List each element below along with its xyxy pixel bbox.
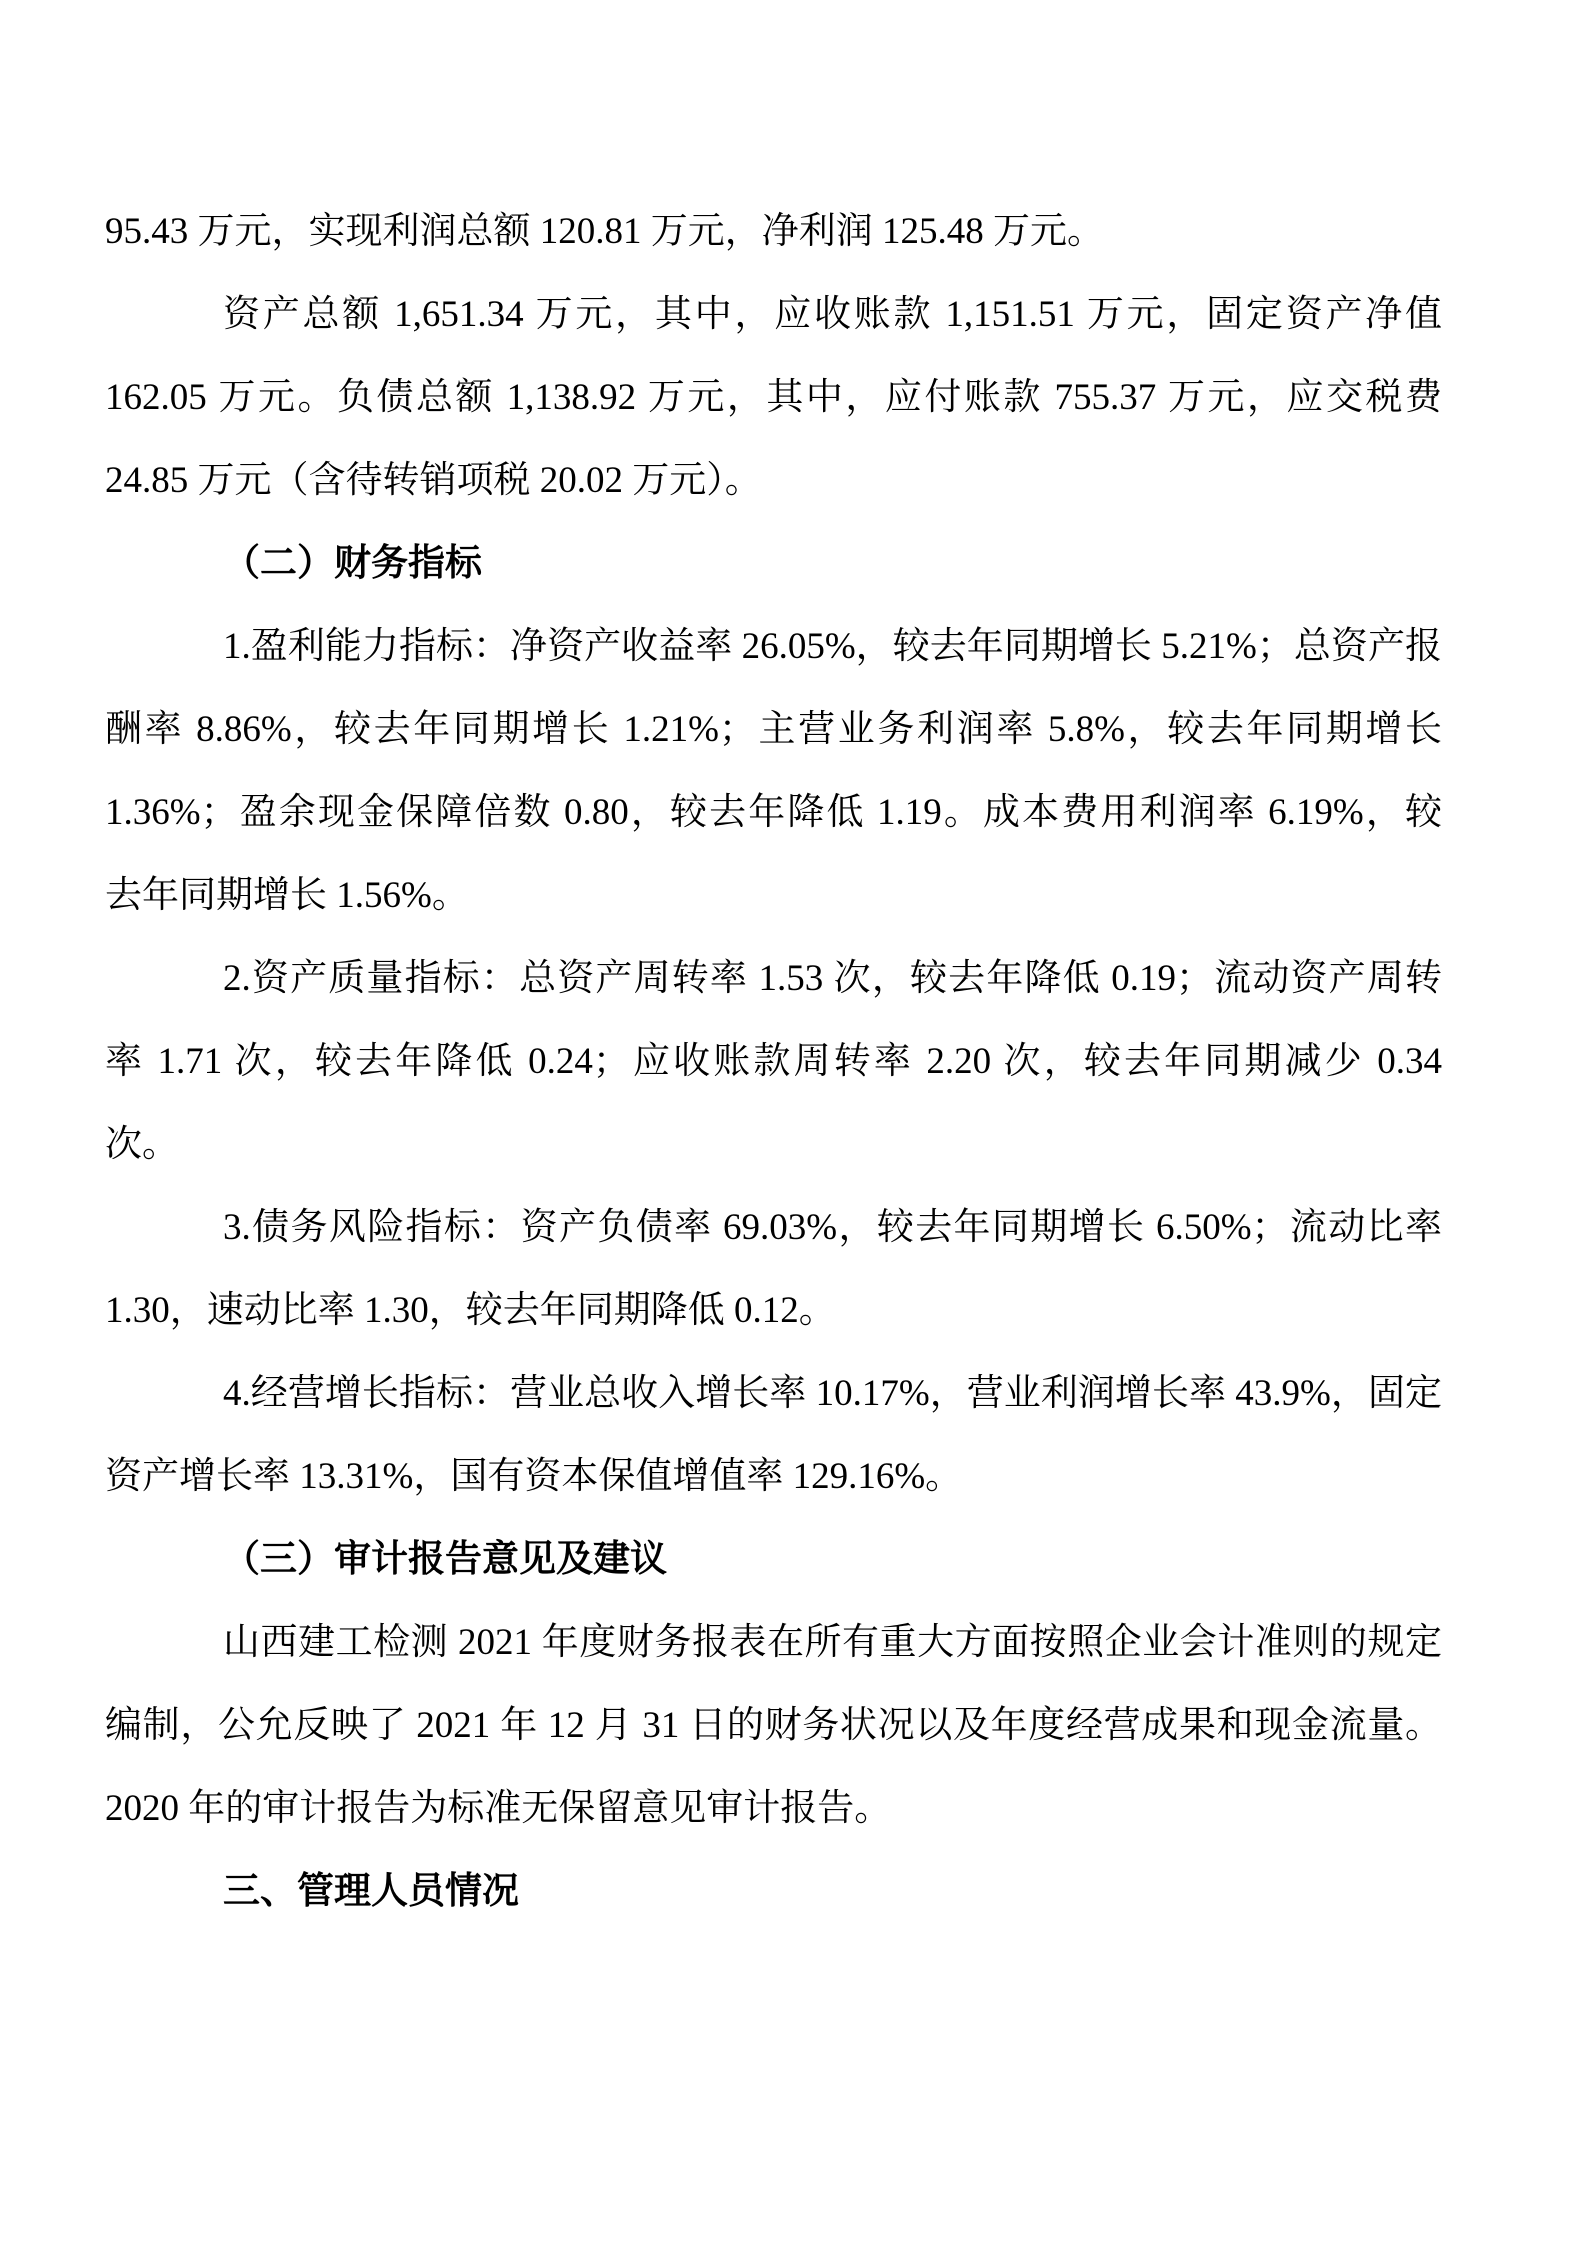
body-line: 山西建工检测 2021 年度财务报表在所有重大方面按照企业会计准则的规定: [223, 1622, 1442, 1663]
body-line: 2.资产质量指标：总资产周转率 1.53 次，较去年降低 0.19；流动资产周转: [223, 958, 1442, 999]
section-heading-audit-opinion: （三）审计报告意见及建议: [223, 1539, 667, 1580]
body-line: 1.30，速动比率 1.30，较去年同期降低 0.12。: [105, 1290, 836, 1331]
body-line: 24.85 万元（含待转销项税 20.02 万元）。: [105, 460, 762, 501]
body-line: 酬率 8.86%，较去年同期增长 1.21%；主营业务利润率 5.8%，较去年同期增长: [105, 709, 1442, 750]
body-line: 资产增长率 13.31%，国有资本保值增值率 129.16%。: [105, 1456, 963, 1497]
body-line: 4.经营增长指标：营业总收入增长率 10.17%，营业利润增长率 43.9%，固定: [223, 1373, 1442, 1414]
body-line: 1.盈利能力指标：净资产收益率 26.05%，较去年同期增长 5.21%；总资产报: [223, 626, 1442, 667]
body-line: 次。: [105, 1124, 179, 1165]
body-line: 95.43 万元，实现利润总额 120.81 万元，净利润 125.48 万元。: [105, 211, 1104, 252]
body-line: 3.债务风险指标：资产负债率 69.03%，较去年同期增长 6.50%；流动比率: [223, 1207, 1442, 1248]
body-line: 编制，公允反映了 2021 年 12 月 31 日的财务状况以及年度经营成果和现金流量。: [105, 1705, 1442, 1746]
body-line: 1.36%；盈余现金保障倍数 0.80，较去年降低 1.19。成本费用利润率 6.19%，较: [105, 792, 1442, 833]
document-body: [105, 190, 1442, 1933]
section-heading-financial-indicators: （二）财务指标: [223, 543, 482, 584]
section-heading-management-personnel: 三、管理人员情况: [223, 1871, 519, 1912]
body-line: 资产总额 1,651.34 万元，其中，应收账款 1,151.51 万元，固定资产净值: [223, 294, 1442, 335]
body-line: 162.05 万元。负债总额 1,138.92 万元，其中，应付账款 755.37 万元，应交税费: [105, 377, 1442, 418]
body-line: 去年同期增长 1.56%。: [105, 875, 469, 916]
body-line: 率 1.71 次，较去年降低 0.24；应收账款周转率 2.20 次，较去年同期减少 0.34: [105, 1041, 1442, 1082]
body-line: 2020 年的审计报告为标准无保留意见审计报告。: [105, 1788, 892, 1829]
